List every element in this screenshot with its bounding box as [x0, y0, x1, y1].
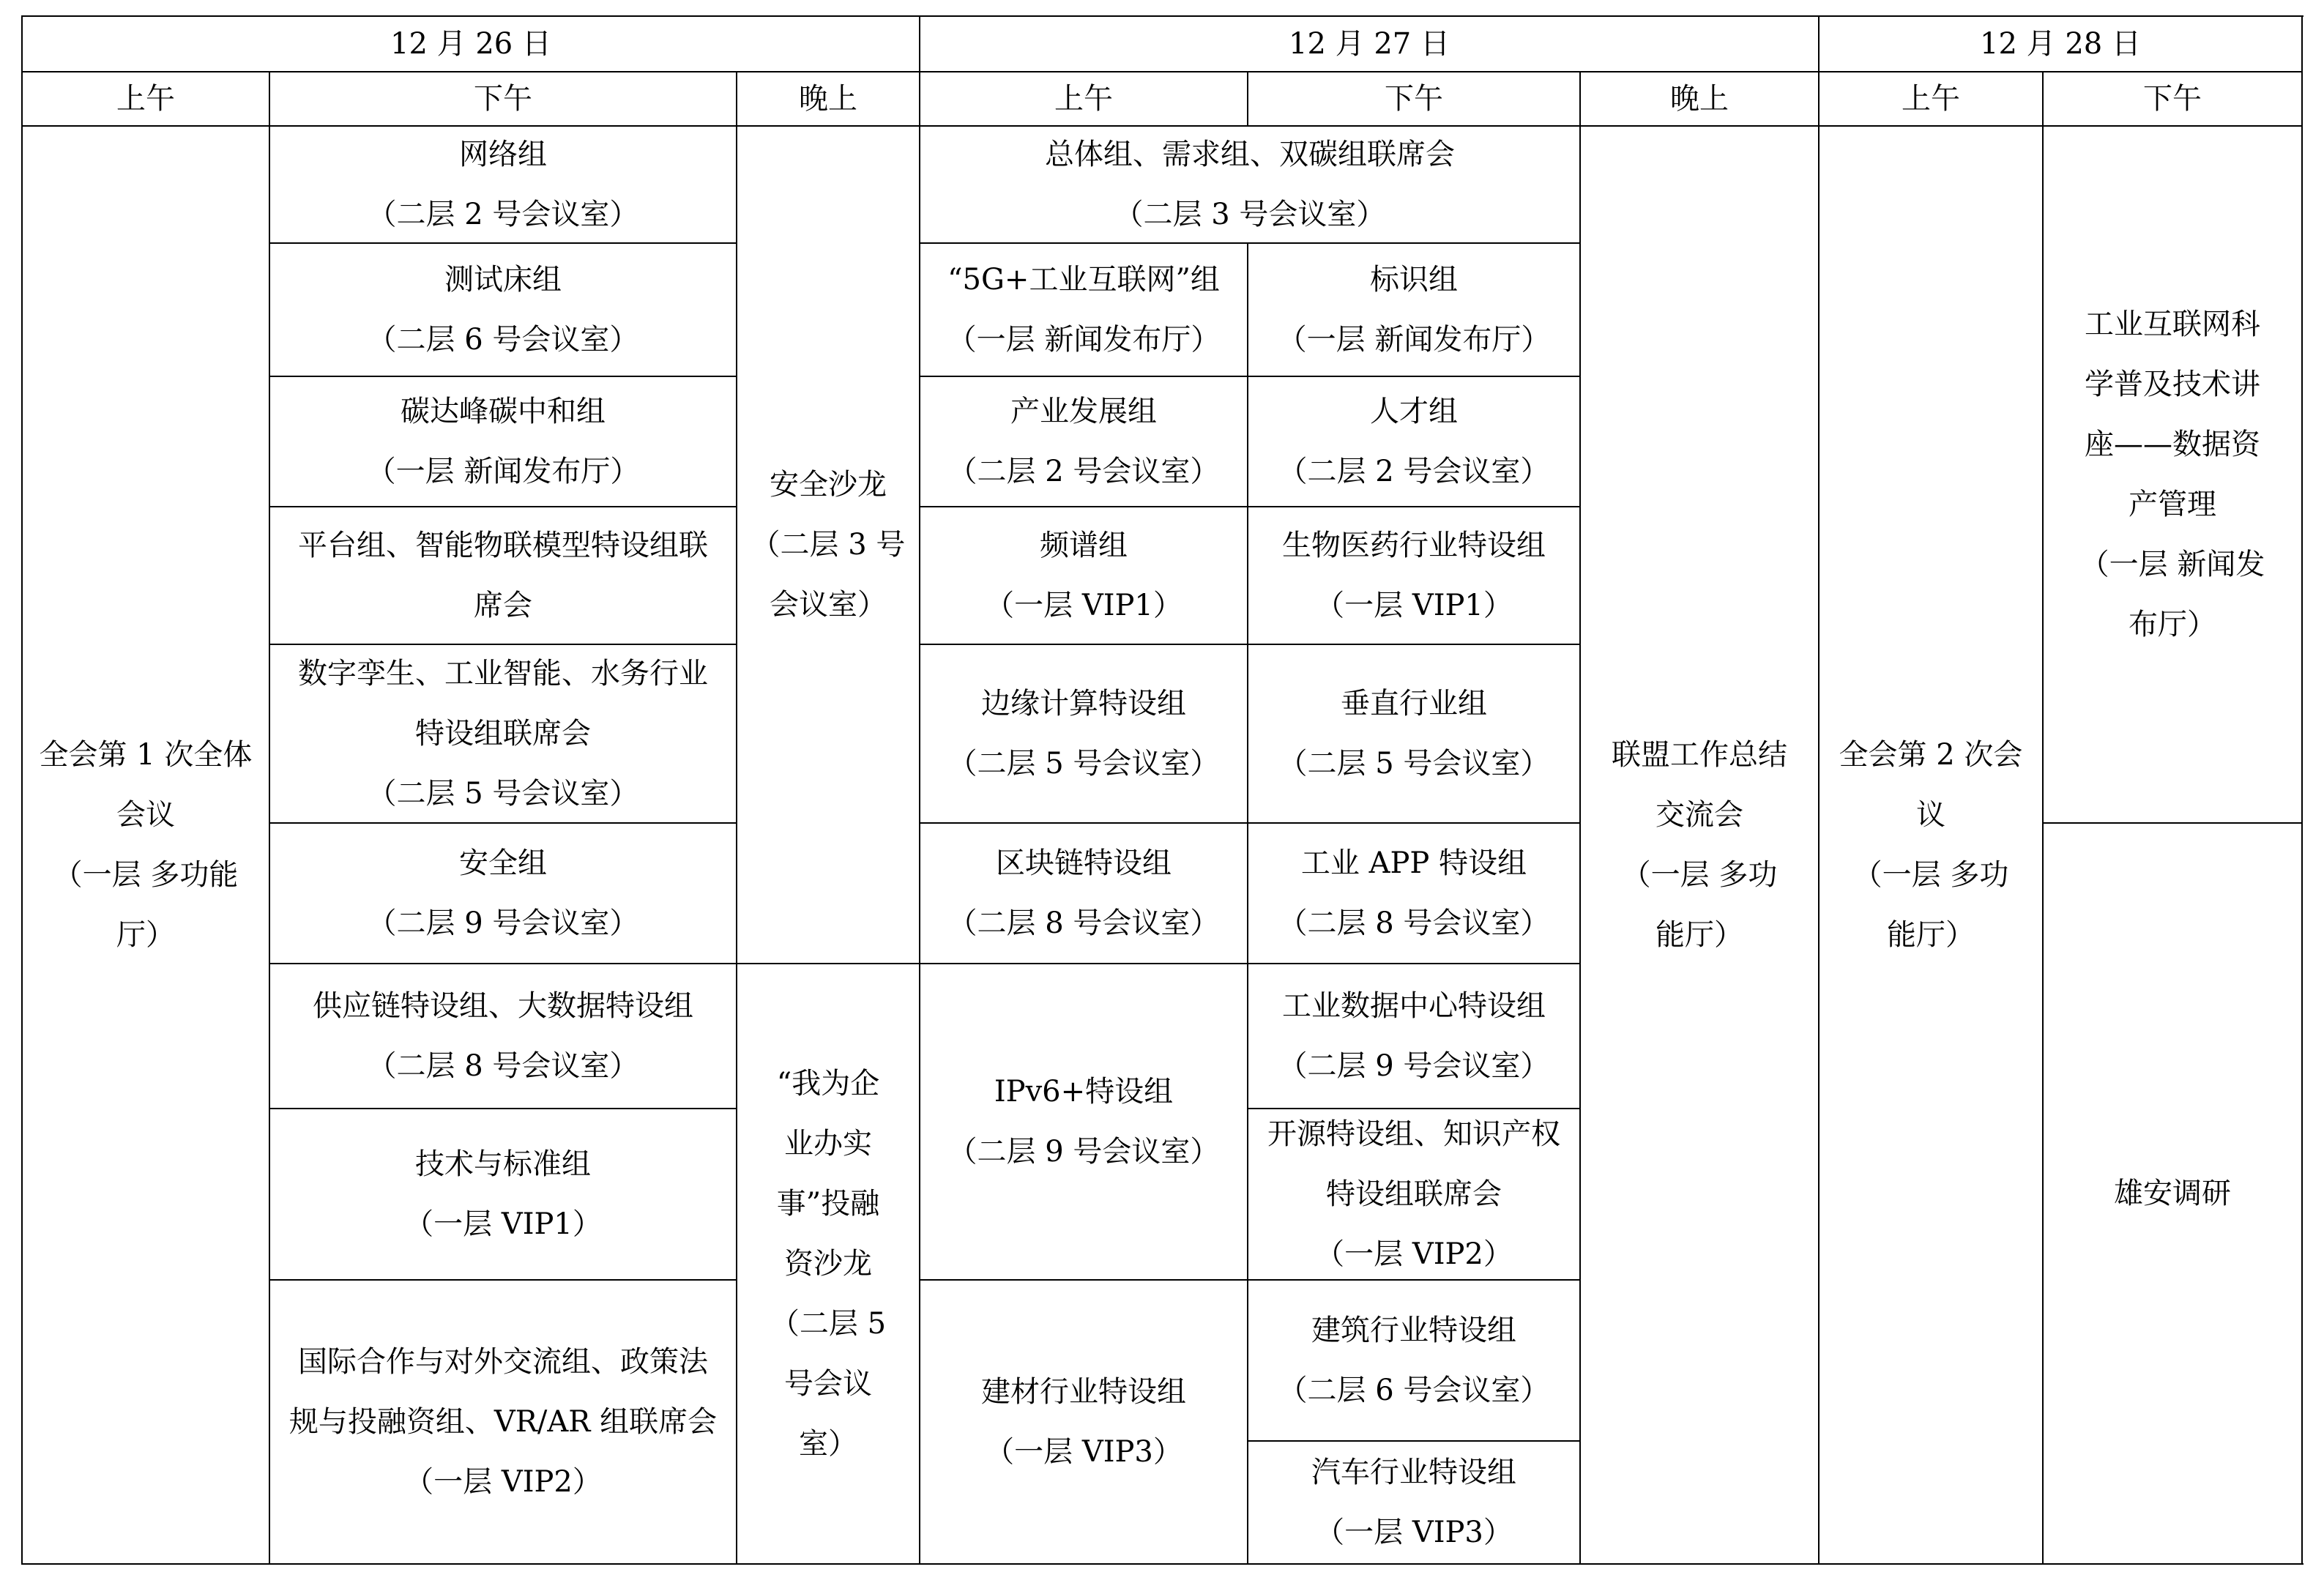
session-location: （二层 9 号会议室） — [947, 1135, 1220, 1169]
period-dec28-afternoon — [2043, 72, 2302, 126]
session-title: 人才组 — [1370, 395, 1458, 428]
row-divider — [2043, 822, 2302, 824]
session-platform-group — [269, 507, 737, 644]
session-location: （一层 多功能 — [53, 858, 239, 892]
header-divider — [22, 125, 2302, 127]
session-title: 业办实 — [784, 1127, 872, 1161]
session-location: （一层 VIP1） — [985, 589, 1183, 622]
session-security-salon — [737, 126, 920, 964]
column-divider — [1818, 15, 1820, 1565]
session-location: 能厅） — [1656, 918, 1743, 952]
period-label: 上午 — [1054, 82, 1113, 116]
period-label: 晚上 — [1670, 82, 1729, 116]
session-location: （一层 VIP2） — [404, 1465, 602, 1499]
period-dec27-afternoon — [1248, 72, 1580, 126]
row-divider — [1248, 1108, 1580, 1109]
session-title: 安全沙龙 — [770, 468, 887, 502]
table-border-bottom — [22, 1563, 2303, 1565]
session-talent-group — [1248, 376, 1580, 507]
session-title: 总体组、需求组、双碳组联席会 — [1045, 138, 1455, 171]
session-5g-group — [920, 243, 1248, 376]
row-divider — [920, 963, 1580, 964]
session-title: 工业数据中心特设组 — [1282, 989, 1546, 1023]
session-title: 产管理 — [2129, 488, 2216, 521]
session-industrial-app-group — [1248, 823, 1580, 964]
session-location: （二层 6 号会议室） — [367, 323, 639, 357]
session-general-joint-meeting — [920, 126, 1580, 243]
column-divider — [1579, 71, 1581, 1565]
session-title: 全会第 2 次会 — [1839, 738, 2023, 772]
session-title: 垂直行业组 — [1341, 687, 1487, 720]
session-title: 边缘计算特设组 — [981, 687, 1186, 720]
day-header-dec27 — [920, 16, 1819, 72]
period-dec27-morning — [920, 72, 1248, 126]
session-location: （一层 多功 — [1621, 858, 1778, 892]
session-plenary-2 — [1819, 126, 2043, 1564]
row-divider — [920, 506, 1580, 507]
period-label: 下午 — [1385, 82, 1443, 116]
row-divider — [269, 644, 737, 645]
session-title: 资沙龙 — [784, 1247, 872, 1281]
session-intl-cooperation-group — [269, 1280, 737, 1564]
session-location: 能厅） — [1887, 918, 1975, 952]
session-title: 标识组 — [1370, 263, 1458, 297]
session-title: 议 — [1916, 798, 1945, 832]
session-blockchain-group — [920, 823, 1248, 964]
session-location: 室） — [799, 1427, 857, 1461]
period-dec27-evening — [1580, 72, 1819, 126]
row-divider — [269, 1279, 737, 1281]
row-divider — [269, 506, 737, 507]
session-location: 会议室） — [770, 588, 887, 622]
session-carbon-group — [269, 376, 737, 507]
session-location: （二层 8 号会议室） — [1278, 906, 1550, 940]
session-edge-computing-group — [920, 644, 1248, 823]
session-title: 技术与标准组 — [415, 1147, 591, 1181]
session-data-center-group — [1248, 964, 1580, 1109]
session-industry-dev-group — [920, 376, 1248, 507]
table-border-right — [2301, 15, 2303, 1565]
session-security-group — [269, 823, 737, 964]
session-title: 特设组联席会 — [415, 717, 591, 750]
period-label: 上午 — [116, 82, 175, 116]
period-dec26-afternoon — [269, 72, 737, 126]
session-location: （一层 新闻发 — [2079, 548, 2265, 581]
session-location: （一层 VIP3） — [985, 1435, 1183, 1469]
row-divider — [269, 1108, 737, 1109]
column-divider — [269, 71, 270, 1565]
session-title: 测试床组 — [444, 263, 562, 297]
session-building-materials-group — [920, 1280, 1248, 1564]
day-label: 12 月 27 日 — [1289, 27, 1450, 61]
session-work-summary — [1580, 126, 1819, 1564]
session-supply-chain-group — [269, 964, 737, 1109]
row-divider — [269, 963, 920, 964]
session-title: 座——数据资 — [2085, 428, 2260, 461]
session-title: 建材行业特设组 — [981, 1375, 1186, 1409]
session-title: 建筑行业特设组 — [1311, 1314, 1516, 1347]
row-divider — [920, 1279, 1580, 1281]
session-title: 会议 — [116, 798, 175, 832]
session-title: 网络组 — [459, 138, 547, 171]
session-title: 学普及技术讲 — [2085, 368, 2260, 401]
period-dec28-morning — [1819, 72, 2043, 126]
column-divider — [736, 71, 737, 1565]
row-divider — [269, 242, 737, 244]
session-location: 布厅） — [2129, 608, 2216, 641]
session-title: 事”投融 — [776, 1187, 880, 1221]
session-location: （二层 2 号会议室） — [947, 455, 1220, 488]
session-title: 联盟工作总结 — [1612, 738, 1787, 772]
session-title: 雄安调研 — [2114, 1177, 2231, 1210]
session-testbed-group — [269, 243, 737, 376]
session-title: 特设组联席会 — [1326, 1177, 1502, 1211]
session-ipv6-group — [920, 964, 1248, 1280]
session-location: 号会议 — [784, 1367, 872, 1401]
session-construction-group — [1248, 1280, 1580, 1441]
session-title: 区块链特设组 — [996, 846, 1172, 880]
session-title: 规与投融资组、VR/AR 组联席会 — [288, 1405, 718, 1439]
session-location: （一层 新闻发布厅） — [366, 455, 640, 488]
period-label: 下午 — [474, 82, 532, 116]
session-location: 厅） — [116, 918, 175, 952]
session-title: 供应链特设组、大数据特设组 — [313, 989, 693, 1023]
day-header-dec28 — [1819, 16, 2302, 72]
session-title: 产业发展组 — [1010, 395, 1157, 428]
session-location: （二层 5 号会议室） — [367, 777, 639, 811]
row-divider — [269, 376, 737, 377]
table-border-left — [21, 15, 23, 1565]
session-location: （二层 5 — [770, 1307, 887, 1341]
session-location: （二层 9 号会议室） — [1278, 1049, 1550, 1083]
session-location: （一层 新闻发布厅） — [947, 323, 1221, 357]
session-location: （一层 新闻发布厅） — [1277, 323, 1551, 357]
row-divider — [920, 822, 1580, 824]
row-divider — [920, 644, 1580, 645]
session-title: 生物医药行业特设组 — [1282, 529, 1546, 562]
session-location: （一层 VIP1） — [404, 1207, 602, 1241]
session-location: （二层 2 号会议室） — [367, 198, 639, 231]
session-title: “5G+工业互联网”组 — [947, 263, 1220, 297]
session-title: IPv6+特设组 — [994, 1075, 1174, 1109]
session-title: 频谱组 — [1040, 529, 1128, 562]
session-title: 工业 APP 特设组 — [1300, 846, 1527, 880]
session-location: （二层 6 号会议室） — [1278, 1374, 1550, 1407]
session-title: 工业互联网科 — [2085, 308, 2260, 341]
header-divider — [22, 71, 2302, 72]
period-label: 晚上 — [799, 82, 857, 116]
session-title: “我为企 — [776, 1067, 880, 1100]
session-location: （二层 9 号会议室） — [367, 906, 639, 940]
session-tech-standards-group — [269, 1109, 737, 1280]
session-science-lecture — [2043, 126, 2302, 823]
day-label: 12 月 28 日 — [1980, 27, 2141, 61]
column-divider — [1247, 242, 1248, 1565]
period-dec26-morning — [22, 72, 269, 126]
table-border-top — [22, 15, 2303, 17]
session-title: 开源特设组、知识产权 — [1267, 1117, 1560, 1151]
column-divider — [2042, 71, 2044, 1565]
session-digital-twin-group — [269, 644, 737, 823]
period-label: 上午 — [1902, 82, 1960, 116]
period-dec26-evening — [737, 72, 920, 126]
session-title: 国际合作与对外交流组、政策法 — [298, 1345, 708, 1379]
session-title: 平台组、智能物联模型特设组联 — [298, 529, 708, 562]
column-divider — [1247, 71, 1248, 127]
session-location: （一层 多功 — [1852, 858, 2009, 892]
session-title: 全会第 1 次全体 — [39, 738, 253, 772]
row-divider — [920, 242, 1580, 244]
period-label: 下午 — [2143, 82, 2202, 116]
session-identity-group — [1248, 243, 1580, 376]
session-location: （二层 8 号会议室） — [947, 906, 1220, 940]
session-location: （二层 5 号会议室） — [1278, 747, 1550, 781]
session-biomed-group — [1248, 507, 1580, 644]
day-label: 12 月 26 日 — [390, 27, 551, 61]
session-automotive-group — [1248, 1441, 1580, 1564]
session-vertical-industry-group — [1248, 644, 1580, 823]
row-divider — [1248, 1440, 1580, 1442]
session-title: 汽车行业特设组 — [1311, 1456, 1516, 1489]
session-title: 数字孪生、工业智能、水务行业 — [298, 657, 708, 690]
session-network-group — [269, 126, 737, 243]
column-divider — [919, 15, 920, 1565]
session-location: （一层 VIP1） — [1315, 589, 1513, 622]
session-spectrum-group — [920, 507, 1248, 644]
session-title: 安全组 — [459, 846, 547, 880]
session-xiongan-visit — [2043, 823, 2302, 1564]
session-location: （二层 8 号会议室） — [367, 1049, 639, 1083]
day-header-dec26 — [22, 16, 920, 72]
session-title: 交流会 — [1656, 798, 1743, 832]
session-location: （一层 VIP2） — [1315, 1237, 1513, 1271]
session-location: （一层 VIP3） — [1315, 1516, 1513, 1549]
session-title: 碳达峰碳中和组 — [401, 395, 606, 428]
session-location: （二层 3 号会议室） — [1114, 198, 1386, 231]
row-divider — [920, 376, 1580, 377]
session-plenary-1 — [22, 126, 269, 1564]
session-location: （二层 3 号 — [751, 528, 906, 562]
session-open-source-group — [1248, 1109, 1580, 1280]
session-location: （二层 2 号会议室） — [1278, 455, 1550, 488]
session-investment-salon — [737, 964, 920, 1564]
session-location: （二层 5 号会议室） — [947, 747, 1220, 781]
session-title: 席会 — [474, 589, 532, 622]
row-divider — [269, 822, 737, 824]
